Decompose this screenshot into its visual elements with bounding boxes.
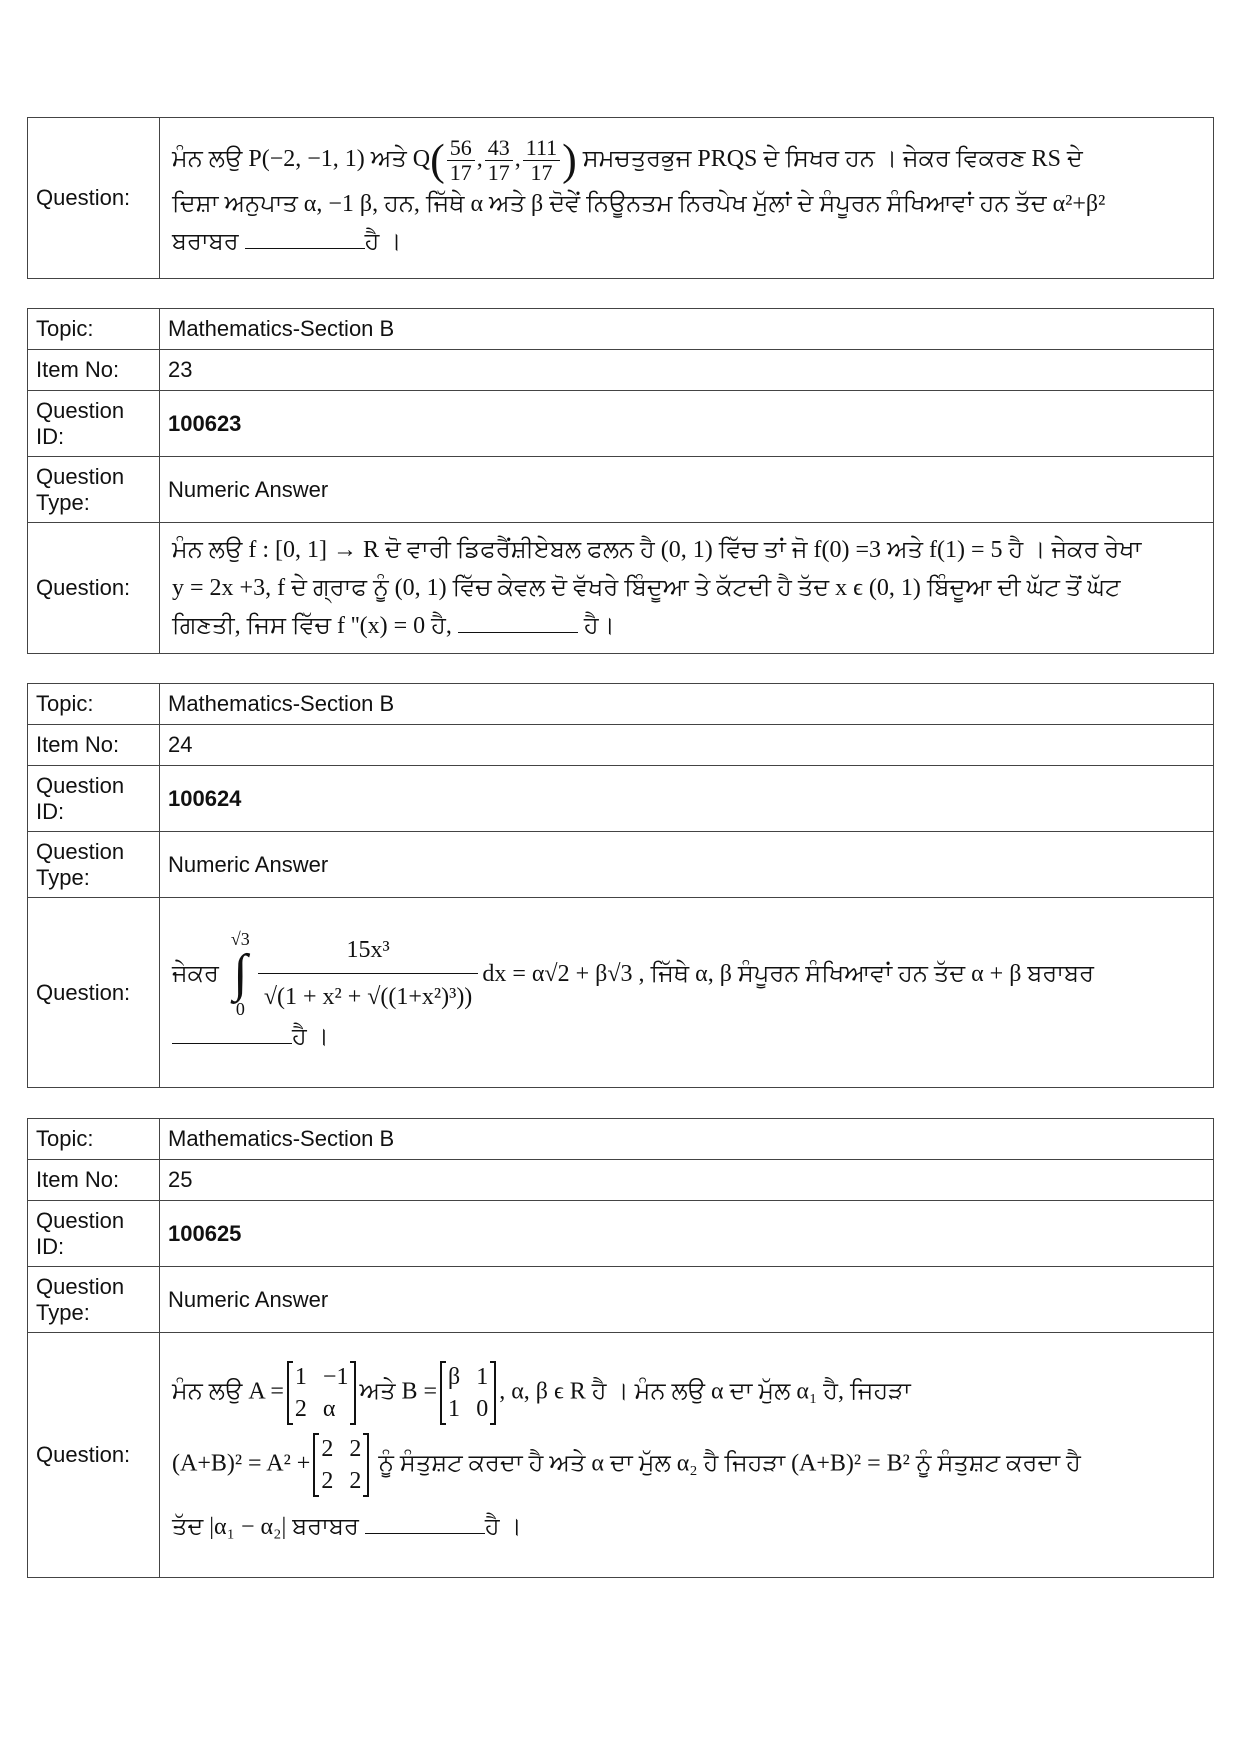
question-type-label: Question Type: — [28, 832, 160, 898]
item-no-label: Item No: — [28, 350, 160, 391]
matrix-a: 1 −1 2 α — [287, 1361, 357, 1425]
fraction: $\frac{43}{17}$ — [485, 136, 513, 185]
question-label: Question: — [28, 523, 160, 654]
matrix-m: 2 2 2 2 — [313, 1433, 369, 1497]
item-no-value: 23 — [160, 350, 1214, 391]
item-no-value: 25 — [160, 1160, 1214, 1201]
question-type-value: Numeric Answer — [160, 1267, 1214, 1333]
question-label: Question: — [28, 898, 160, 1088]
fraction: $\frac{56}{17}$ — [447, 136, 475, 185]
answer-blank — [245, 226, 365, 249]
question-id-value: 100624 — [160, 766, 1214, 832]
item-no-label: Item No: — [28, 1160, 160, 1201]
answer-blank — [365, 1511, 485, 1534]
question-table-23 — [27, 308, 1214, 654]
question-id-label: Question ID: — [28, 1201, 160, 1267]
question-id-label: Question ID: — [28, 391, 160, 457]
question-text: ਮੰਨ ਲਉ P(−2, −1, 1) ਅਤੇ Q( $\frac{56}{17}$ , $\frac{43}{17}$ , $\frac{111}{17}$ ) ਸਮਚਤੁਰਭੁਜ PRQS ਦੇ ਸਿਖਰ ਹਨ । ਜੇਕਰ ਵਿਕਰਣ RS ਦੇ ਦਿਸ਼ਾ ਅਨੁਪਾਤ α, −1 β, ਹਨ, ਜਿੱਥੇ α ਅਤੇ β ਦੋਵੇਂ ਨਿਊਨਤਮ ਨਿਰਪੇਖ ਮੁੱਲਾਂ ਦੇ ਸੰਪੂਰਨ ਸੰਖਿਆਵਾਂ ਹਨ ਤੱਦ α²+β² ਬਰਾਬਰ ਹੈ । — [160, 118, 1214, 279]
topic-label: Topic: — [28, 1119, 160, 1160]
question-type-value: Numeric Answer — [160, 832, 1214, 898]
topic-value: Mathematics-Section B — [160, 684, 1214, 725]
question-text: ਜੇਕਰ √3 ∫ 0 15x³ √(1 + x² + √((1+x²)³)) dx = α√2 + β√3 , ਜਿੱਥੇ α, β ਸੰਪੂਰਨ ਸੰਖਿਆਵਾਂ ਹਨ ਤੱਦ α + β ਬਰਾਬਰ ਹੈ । — [160, 898, 1214, 1088]
question-table-25 — [27, 1118, 1214, 1578]
item-no-label: Item No: — [28, 725, 160, 766]
topic-value: Mathematics-Section B — [160, 1119, 1214, 1160]
topic-label: Topic: — [28, 309, 160, 350]
question-id-label: Question ID: — [28, 766, 160, 832]
question-table-24 — [27, 683, 1214, 1088]
answer-blank — [458, 610, 578, 633]
question-text: ਮੰਨ ਲਉ A = 1 −1 2 α ਅਤੇ B = β 1 1 0 , α, β ϵ R ਹੈ । ਮੰਨ ਲਉ α ਦਾ ਮੁੱਲ α₁ ਹੈ, ਜਿਹੜਾ (A+B)² = A² + 2 2 2 2 ਨੂੰ ਸੰਤੁਸ਼ਟ ਕਰਦਾ ਹੈ ਅਤੇ α ਦਾ ਮੁੱਲ α₂ ਹੈ ਜਿਹੜਾ (A+B)² = B² ਨੂੰ ਸੰਤੁਸ਼ਟ ਕਰਦਾ ਹੈ ਤੱਦ |α₁ − α₂| ਬਰਾਬਰ ਹੈ । — [160, 1333, 1214, 1578]
topic-label: Topic: — [28, 684, 160, 725]
topic-value: Mathematics-Section B — [160, 309, 1214, 350]
question-type-label: Question Type: — [28, 457, 160, 523]
question-type-label: Question Type: — [28, 1267, 160, 1333]
question-id-value: 100625 — [160, 1201, 1214, 1267]
question-id-value: 100623 — [160, 391, 1214, 457]
answer-blank — [172, 1021, 292, 1044]
matrix-b: β 1 1 0 — [440, 1361, 496, 1425]
fraction: $\frac{111}{17}$ — [523, 136, 560, 185]
question-type-value: Numeric Answer — [160, 457, 1214, 523]
item-no-value: 24 — [160, 725, 1214, 766]
question-label: Question: — [28, 1333, 160, 1578]
question-text: ਮੰਨ ਲਉ f : [0, 1] → R ਦੋ ਵਾਰੀ ਡਿਫਰੈਂਸ਼ੀਏਬਲ ਫਲਨ ਹੈ (0, 1) ਵਿੱਚ ਤਾਂ ਜੋ f(0) =3 ਅਤੇ f(1) = 5 ਹੈ । ਜੇਕਰ ਰੇਖਾ y = 2x +3, f ਦੇ ਗ੍ਰਾਫ ਨੂੰ (0, 1) ਵਿੱਚ ਕੇਵਲ ਦੋ ਵੱਖਰੇ ਬਿੰਦੂਆ ਤੇ ਕੱਟਦੀ ਹੈ ਤੱਦ x ϵ (0, 1) ਬਿੰਦੂਆ ਦੀ ਘੱਟ ਤੋਂ ਘੱਟ ਗਿਣਤੀ, ਜਿਸ ਵਿੱਚ f ''(x) = 0 ਹੈ, ਹੈ। — [160, 523, 1214, 654]
integral-expression: √3 ∫ 0 15x³ √(1 + x² + √((1+x²)³)) dx = α√2 + β√3 — [230, 928, 633, 1019]
question-table-22 — [27, 117, 1214, 279]
question-label: Question: — [28, 118, 160, 279]
